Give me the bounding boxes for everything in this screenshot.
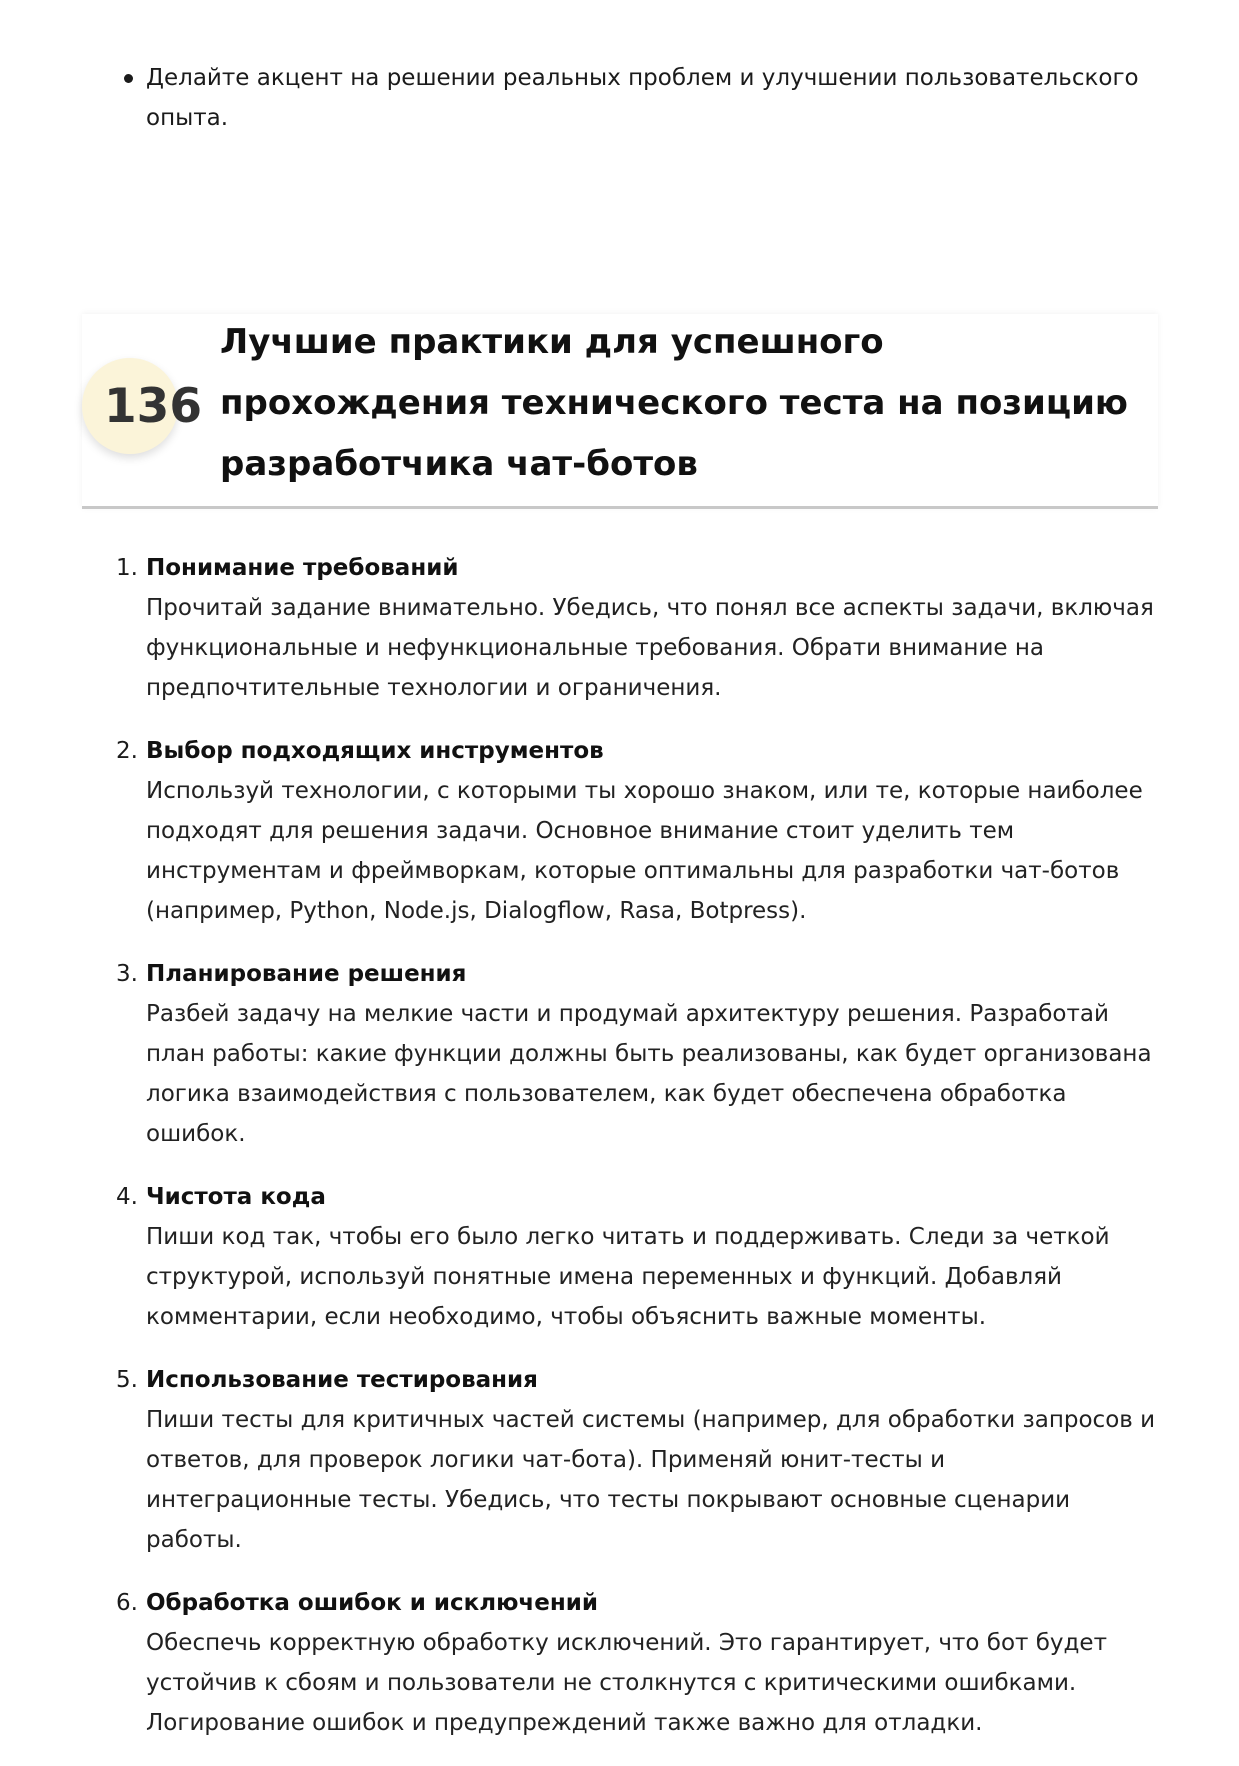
practice-number: 4. bbox=[116, 1184, 138, 1210]
practice-number: 1. bbox=[116, 555, 138, 581]
section-number: 136 bbox=[103, 379, 203, 434]
section-title: Лучшие практики для успешного прохождения технического теста на позицию разработчика чат-ботов bbox=[220, 322, 1128, 484]
intro-bullet-text: Делайте акцент на решении реальных проблем и улучшении пользовательского опыта. bbox=[146, 65, 1139, 131]
practice-number: 3. bbox=[116, 961, 138, 987]
practice-number: 6. bbox=[116, 1590, 138, 1616]
practice-number: 5. bbox=[116, 1367, 138, 1393]
practice-text: Прочитай задание внимательно. Убедись, что понял все аспекты задачи, включая функциональные и нефункциональные требования. Обрати внимание на предпочтительные технологии и ограничения. bbox=[146, 595, 1154, 701]
practice-item bbox=[116, 954, 1156, 1154]
practice-text: Используй технологии, с которыми ты хорошо знаком, или те, которые наиболее подходят для решения задачи. Основное внимание стоит уделить тем инструментам и фреймворкам, которые оптимальны для разработки чат-ботов (например, Python, Node.js, Dialogflow, Rasa, Botpress). bbox=[146, 778, 1143, 924]
practice-text: Пиши тесты для критичных частей системы (например, для обработки запросов и ответов, для проверок логики чат-бота). Применяй юнит-тесты и интеграционные тесты. Убедись, что тесты покрывают основные сценарии работы. bbox=[146, 1407, 1156, 1553]
practice-title: Понимание требований bbox=[146, 555, 459, 581]
practice-text: Пиши код так, чтобы его было легко читать и поддерживать. Следи за четкой структурой, используй понятные имена переменных и функций. Добавляй комментарии, если необходимо, чтобы объяснить важные моменты. bbox=[146, 1224, 1110, 1330]
practice-text: Разбей задачу на мелкие части и продумай архитектуру решения. Разработай план работы: какие функции должны быть реализованы, как будет организована логика взаимодействия с пользователем, как будет обеспечена обработка ошибок. bbox=[146, 1001, 1152, 1147]
practice-title: Чистота кода bbox=[146, 1184, 326, 1210]
practice-item bbox=[116, 1360, 1156, 1560]
practice-item bbox=[116, 1177, 1156, 1337]
practice-item bbox=[116, 548, 1156, 708]
practice-title: Планирование решения bbox=[146, 961, 467, 987]
practices-list bbox=[116, 548, 1156, 1766]
practice-title: Использование тестирования bbox=[146, 1367, 538, 1393]
section-header bbox=[82, 314, 1158, 509]
bullet-dot bbox=[124, 74, 133, 83]
intro-bullet bbox=[146, 58, 1146, 138]
practice-text: Обеспечь корректную обработку исключений. Это гарантирует, что бот будет устойчив к сбоям и пользователи не столкнутся с критическими ошибками. Логирование ошибок и предупреждений также важно для отладки. bbox=[146, 1630, 1107, 1736]
practice-title: Обработка ошибок и исключений bbox=[146, 1590, 598, 1616]
practice-item bbox=[116, 731, 1156, 931]
practice-item bbox=[116, 1583, 1156, 1743]
practice-title: Выбор подходящих инструментов bbox=[146, 738, 604, 764]
practice-number: 2. bbox=[116, 738, 138, 764]
